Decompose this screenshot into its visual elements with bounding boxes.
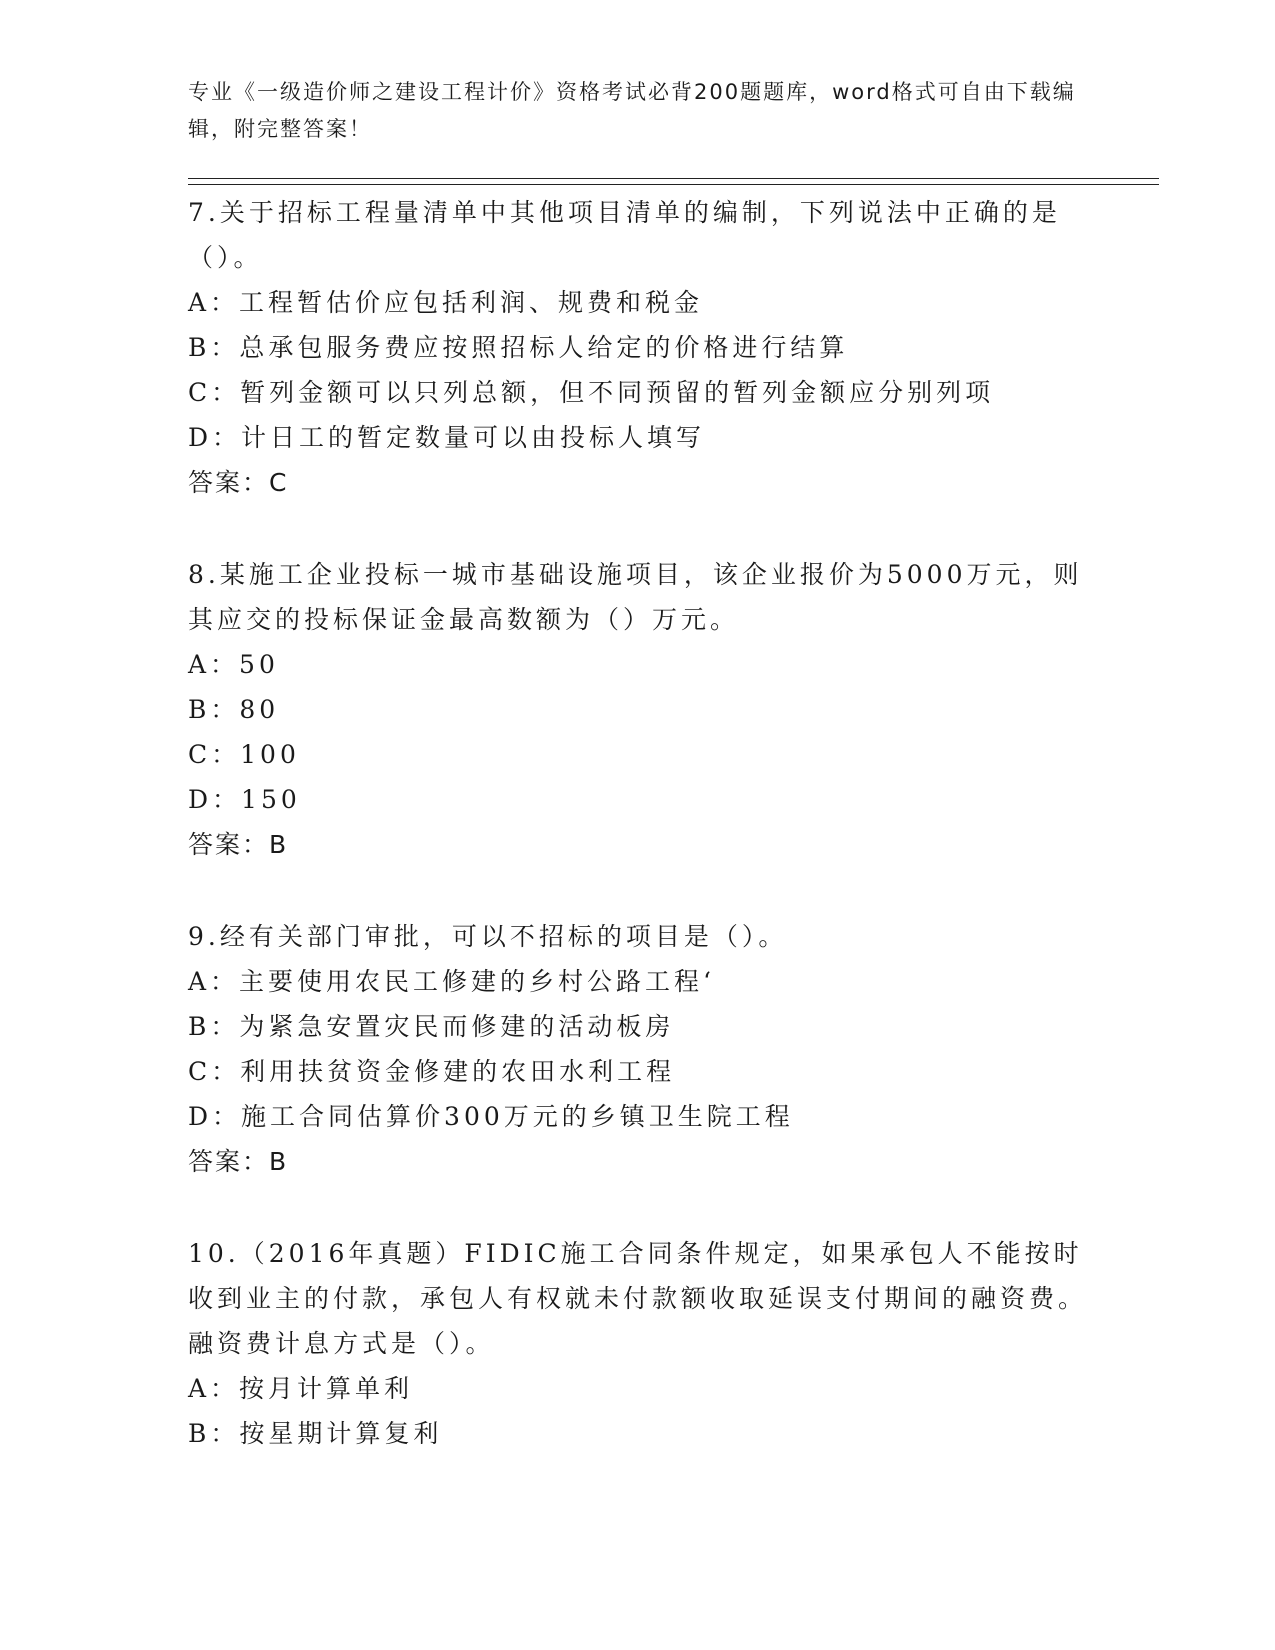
question-option: D：150	[188, 785, 301, 814]
question-option: D：计日工的暂定数量可以由投标人填写	[188, 423, 706, 452]
question-stem: 8.某施工企业投标一城市基础设施项目，该企业报价为5000万元，则其应交的投标保证金最高数额为（）万元。	[188, 560, 1083, 634]
question-option: C：暂列金额可以只列总额，但不同预留的暂列金额应分别列项	[188, 378, 995, 407]
question-option: B：按星期计算复利	[188, 1419, 443, 1448]
question-block	[188, 914, 1088, 1184]
question-stem: 10.（2016年真题）FIDIC施工合同条件规定，如果承包人不能按时收到业主的付款，承包人有权就未付款额收取延误支付期间的融资费。融资费计息方式是（）。	[188, 1239, 1088, 1358]
question-option: A：主要使用农民工修建的乡村公路工程‘	[188, 967, 716, 996]
question-block	[188, 1231, 1088, 1456]
question-answer: 答案：B	[188, 830, 289, 859]
document-intro: 专业《一级造价师之建设工程计价》资格考试必背200题题库，word格式可自由下载编辑，附完整答案！	[188, 80, 1076, 141]
question-option: B：为紧急安置灾民而修建的活动板房	[188, 1012, 675, 1041]
question-option: C：100	[188, 740, 300, 769]
question-option: A：工程暂估价应包括利润、规费和税金	[188, 288, 704, 317]
question-answer: 答案：C	[188, 468, 289, 497]
question-option: B：总承包服务费应按照招标人给定的价格进行结算	[188, 333, 849, 362]
header-divider-bottom	[188, 184, 1159, 185]
question-block	[188, 190, 1088, 505]
header-divider-top	[188, 178, 1159, 179]
question-option: D：施工合同估算价300万元的乡镇卫生院工程	[188, 1102, 794, 1131]
question-list	[188, 190, 1088, 1503]
question-option: A：按月计算单利	[188, 1374, 414, 1403]
question-option: B：80	[188, 695, 280, 724]
question-stem: 9.经有关部门审批，可以不招标的项目是（）。	[188, 922, 788, 951]
question-answer: 答案：B	[188, 1147, 289, 1176]
question-option: C：利用扶贫资金修建的农田水利工程	[188, 1057, 676, 1086]
question-option: A：50	[188, 650, 279, 679]
question-stem: 7.关于招标工程量清单中其他项目清单的编制，下列说法中正确的是（）。	[188, 198, 1061, 272]
question-block	[188, 552, 1088, 867]
